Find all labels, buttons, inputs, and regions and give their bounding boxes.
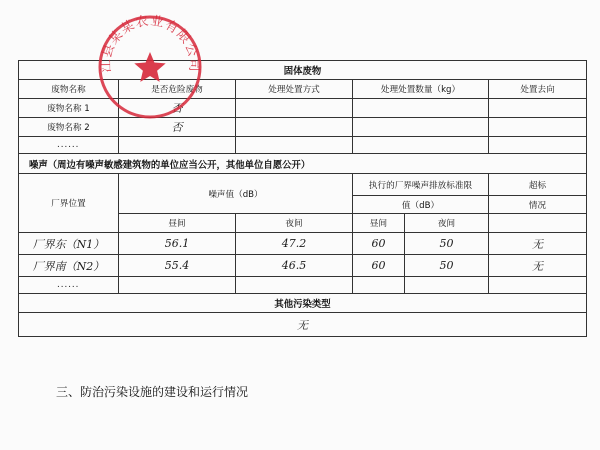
seal-text: 江县某某农业有限公司: [98, 13, 202, 73]
std-day-cell: 60: [353, 255, 405, 277]
waste-name-cell: 废物名称 2: [19, 118, 119, 137]
header-day: 昼间: [119, 214, 236, 233]
exceed-cell: 无: [489, 255, 587, 277]
day-value-cell: 56.1: [119, 233, 236, 255]
header-noise-value: 噪声值（dB）: [119, 174, 353, 214]
destination-cell: [489, 99, 587, 118]
std-night-cell: 50: [405, 233, 489, 255]
waste-name-cell: 废物名称 1: [19, 99, 119, 118]
ellipsis-cell: ......: [19, 137, 119, 154]
solid-waste-title: 固体废物: [19, 61, 587, 80]
quantity-cell: [353, 99, 489, 118]
header-std-day: 昼间: [353, 214, 405, 233]
section-3-heading: 三、防治污染设施的建设和运行情况: [56, 385, 249, 399]
header-waste-name: 废物名称: [19, 80, 119, 99]
header-method: 处理处置方式: [236, 80, 353, 99]
location-cell: 厂界南（N2）: [19, 255, 119, 277]
night-value-cell: 46.5: [236, 255, 353, 277]
star-icon: [134, 52, 165, 82]
header-std-night: 夜间: [405, 214, 489, 233]
header-standard-line1: 执行的厂界噪声排放标准限: [353, 174, 489, 196]
method-cell: [236, 118, 353, 137]
quantity-cell: [353, 118, 489, 137]
table-row: [19, 255, 587, 277]
hazardous-cell: 否: [119, 118, 236, 137]
ellipsis-cell: ......: [19, 277, 119, 294]
header-location: 厂界位置: [19, 174, 119, 233]
exceed-cell: 无: [489, 233, 587, 255]
header-exceed-line2: 情况: [489, 196, 587, 214]
table-row: [19, 233, 587, 255]
header-standard-line2: 值（dB）: [353, 196, 489, 214]
company-seal-stamp: [95, 12, 205, 122]
table-row: [19, 277, 587, 294]
header-destination: 处置去向: [489, 80, 587, 99]
destination-cell: [489, 118, 587, 137]
noise-title: 噪声（周边有噪声敏感建筑物的单位应当公开，其他单位自愿公开）: [19, 154, 587, 174]
method-cell: [236, 99, 353, 118]
night-value-cell: 47.2: [236, 233, 353, 255]
location-cell: 厂界东（N1）: [19, 233, 119, 255]
table-row: [19, 137, 587, 154]
header-hazardous: 是否危险废物: [119, 80, 236, 99]
std-day-cell: 60: [353, 233, 405, 255]
hazardous-cell: 否: [119, 99, 236, 118]
other-pollution-title: 其他污染类型: [19, 294, 587, 313]
header-exceed-line1: 超标: [489, 174, 587, 196]
std-night-cell: 50: [405, 255, 489, 277]
header-quantity: 处理处置数量（kg）: [353, 80, 489, 99]
header-night: 夜间: [236, 214, 353, 233]
day-value-cell: 55.4: [119, 255, 236, 277]
other-pollution-value: 无: [19, 313, 587, 337]
